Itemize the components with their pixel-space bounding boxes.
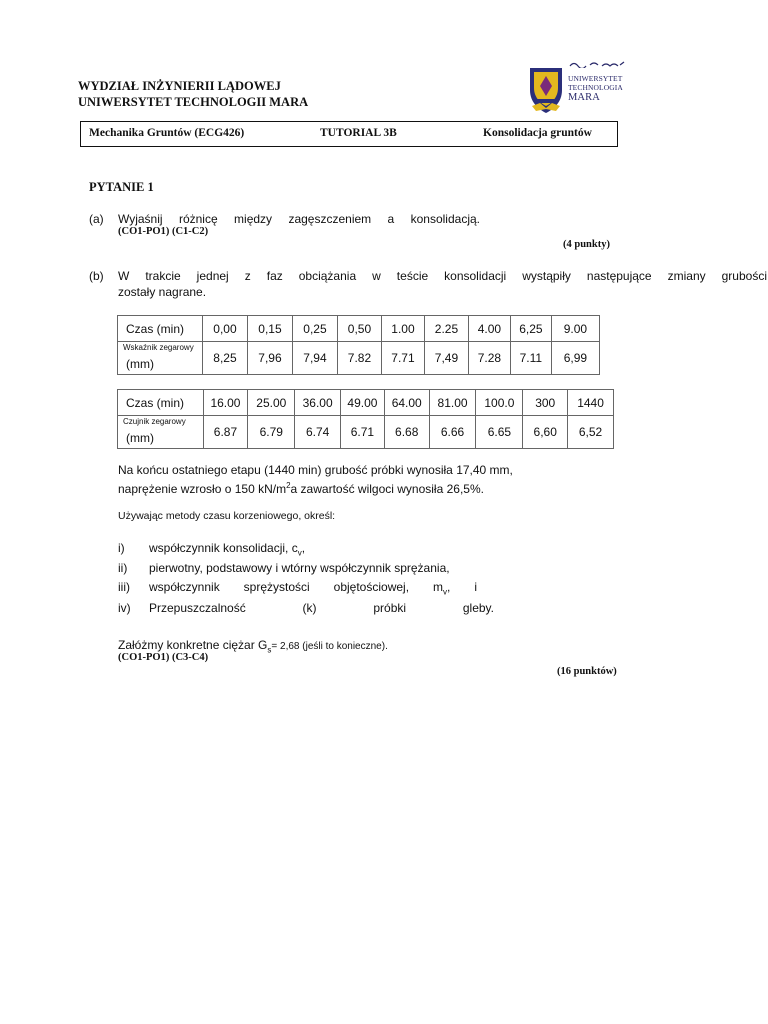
part-b-points: (16 punktów) xyxy=(557,666,617,677)
list-item-number: ii) xyxy=(118,561,128,575)
table-cell: 25.00 xyxy=(248,390,295,416)
table-row xyxy=(118,416,614,449)
table-cell: 0,50 xyxy=(337,316,381,342)
table-cell: 81.00 xyxy=(429,390,476,416)
table-cell: 16.00 xyxy=(203,390,248,416)
final-thickness-text: Na końcu ostatniego etapu (1440 min) grubość próbki wynosiła 17,40 mm, xyxy=(118,463,513,477)
table-cell: 6,25 xyxy=(510,316,551,342)
table-cell: 0,15 xyxy=(247,316,292,342)
table-cell: 2.25 xyxy=(424,316,468,342)
table-cell: 9.00 xyxy=(551,316,599,342)
part-a-points: (4 punkty) xyxy=(563,239,610,250)
consolidation-table-2 xyxy=(117,389,614,449)
list-item-number: i) xyxy=(118,541,125,555)
method-instruction: Używając metody czasu korzeniowego, określ: xyxy=(118,510,336,522)
faculty-name: WYDZIAŁ INŻYNIERII LĄDOWEJ xyxy=(78,79,281,93)
table-cell: 0,00 xyxy=(202,316,247,342)
table-cell: 6.87 xyxy=(203,416,248,449)
crest-icon xyxy=(526,66,566,114)
jawi-script-icon xyxy=(568,60,626,68)
unit-superscript: 2 xyxy=(286,481,291,490)
reading-header xyxy=(118,342,203,375)
university-name: UNIWERSYTET TECHNOLOGII MARA xyxy=(78,95,309,109)
question-title: PYTANIE 1 xyxy=(89,180,154,194)
table-cell: 7,94 xyxy=(292,342,337,375)
table-cell: 6.71 xyxy=(341,416,385,449)
table-cell: 6.74 xyxy=(295,416,341,449)
reading-unit: (mm) xyxy=(126,357,154,371)
table-cell: 7.71 xyxy=(381,342,424,375)
assumption-text: Załóżmy konkretne ciężar $G_s= 2,68$ (jeśli to konieczne). xyxy=(118,638,388,655)
table-cell: 1.00 xyxy=(381,316,424,342)
part-b-text-line1: W trakcie jednej z faz obciążania w teście konsolidacji wystąpiły następujące zmiany grubości xyxy=(118,269,767,283)
logo-line-2: TECHNOLOGIA xyxy=(568,83,623,92)
table-cell: 0,25 xyxy=(292,316,337,342)
table-row xyxy=(118,316,600,342)
part-b-reference: (CO1-PO1) (C3-C4) xyxy=(118,652,209,663)
table-cell: 6.66 xyxy=(429,416,476,449)
table-cell: 6.65 xyxy=(476,416,523,449)
table-row xyxy=(118,390,614,416)
logo-line-1: UNIWERSYTET xyxy=(568,74,623,83)
table-cell: 7.28 xyxy=(468,342,510,375)
stress-moisture-text xyxy=(118,478,484,497)
part-b-text-line2: zostały nagrane. xyxy=(118,285,207,299)
course-name: Mechanika Gruntów (ECG426) xyxy=(89,127,245,139)
table-cell: 7.82 xyxy=(337,342,381,375)
table-cell: 6,60 xyxy=(523,416,568,449)
table-cell: 6.79 xyxy=(248,416,295,449)
list-item-text: Przepuszczalność (k) próbki gleby. xyxy=(149,601,494,615)
part-a-label: (a) xyxy=(89,212,104,226)
list-item-number: iii) xyxy=(118,580,130,594)
reading-header xyxy=(118,416,204,449)
table-cell: 1440 xyxy=(568,390,614,416)
table-cell: 8,25 xyxy=(202,342,247,375)
time-header: Czas (min) xyxy=(118,316,203,342)
table-row xyxy=(118,342,600,375)
course-info-box xyxy=(80,121,618,147)
table-cell: 7,96 xyxy=(247,342,292,375)
list-item-text: współczynnik sprężystości objętościowej, $m_v$, i xyxy=(149,580,477,597)
table-cell: 100.0 xyxy=(476,390,523,416)
moisture-text: a zawartość wilgoci wynosiła 26,5%. xyxy=(290,482,484,496)
part-a-reference: (CO1-PO1) (C1-C2) xyxy=(118,226,209,237)
course-topic: Konsolidacja gruntów xyxy=(483,127,592,139)
consolidation-table-1 xyxy=(117,315,600,375)
reading-unit: (mm) xyxy=(126,431,154,445)
table-cell: 7,49 xyxy=(424,342,468,375)
table-cell: 6,52 xyxy=(568,416,614,449)
logo-line-3: MARA xyxy=(568,92,600,103)
table-cell: 36.00 xyxy=(295,390,341,416)
list-item-text: pierwotny, podstawowy i wtórny współczynnik sprężania, xyxy=(149,561,450,575)
part-b-label: (b) xyxy=(89,269,104,283)
table-cell: 4.00 xyxy=(468,316,510,342)
list-item-text: współczynnik konsolidacji, $c_v$, xyxy=(149,541,306,558)
faculty-header xyxy=(78,78,308,110)
table-cell: 49.00 xyxy=(341,390,385,416)
time-header: Czas (min) xyxy=(118,390,204,416)
table-cell: 64.00 xyxy=(384,390,429,416)
list-item-number: iv) xyxy=(118,601,131,615)
tutorial-label: TUTORIAL 3B xyxy=(320,127,397,139)
table-cell: 300 xyxy=(523,390,568,416)
table-cell: 6,99 xyxy=(551,342,599,375)
reading-label-small: Wskaźnik zegarowy xyxy=(123,343,194,352)
part-a-text: Wyjaśnij różnicę między zagęszczeniem a konsolidacją. xyxy=(118,212,480,226)
table-cell: 7.11 xyxy=(510,342,551,375)
reading-label-small: Czujnik zegarowy xyxy=(123,417,186,426)
stress-text: naprężenie wzrosło o 150 kN/m xyxy=(118,482,287,496)
table-cell: 6.68 xyxy=(384,416,429,449)
university-logo xyxy=(524,60,628,116)
